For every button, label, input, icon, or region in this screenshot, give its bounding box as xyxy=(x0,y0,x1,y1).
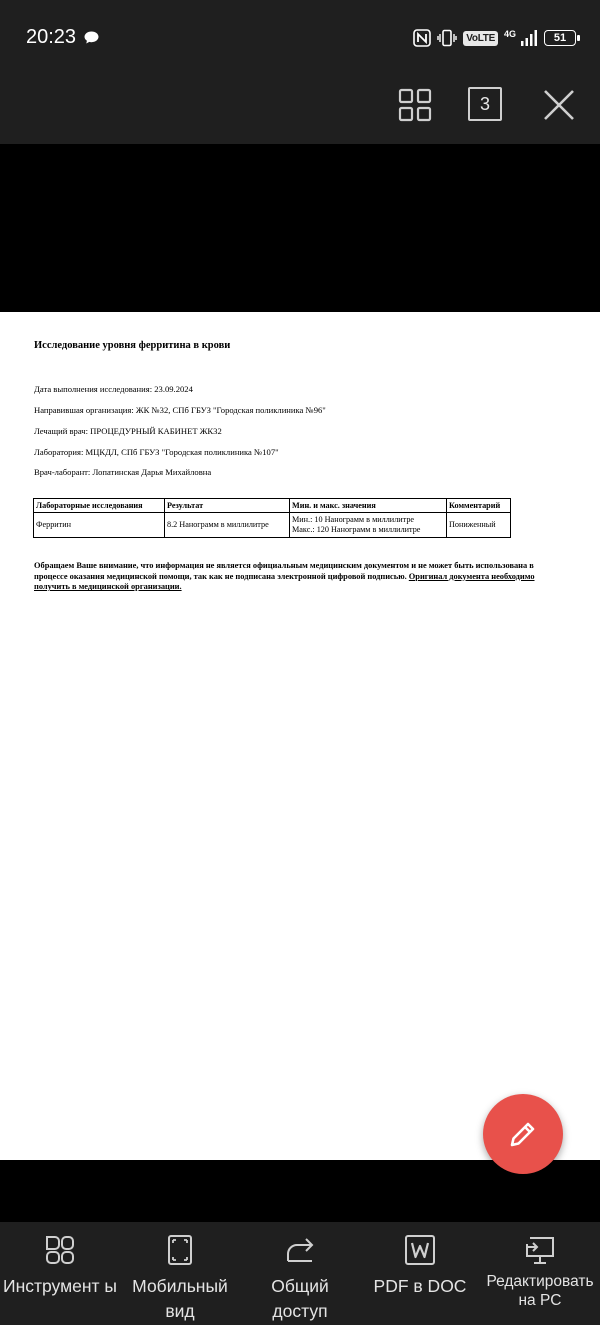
edit-on-pc-button[interactable] xyxy=(480,1222,600,1325)
cell-range-min: Мин.: 10 Нанограмм в миллилитре xyxy=(292,515,415,524)
header-range: Мин. и макс. значения xyxy=(290,499,447,513)
cell-test: Ферритин xyxy=(34,513,165,538)
word-doc-icon xyxy=(404,1234,436,1266)
share-icon xyxy=(284,1234,316,1266)
info-doctor: Лечащий врач: ПРОЦЕДУРНЫЙ КАБИНЕТ ЖК32 xyxy=(34,426,222,436)
header-test: Лабораторные исследования xyxy=(34,499,165,513)
top-toolbar xyxy=(0,66,600,144)
document-title: Исследование уровня ферритина в крови xyxy=(34,340,231,351)
edit-fab-button[interactable] xyxy=(483,1094,563,1174)
signal-icon xyxy=(520,30,538,46)
header-comment: Комментарий xyxy=(447,499,511,513)
info-date: Дата выполнения исследования: 23.09.2024 xyxy=(34,384,193,394)
phone-frame-icon xyxy=(164,1234,196,1266)
volte-badge: VoLTE xyxy=(463,31,498,46)
share-button[interactable] xyxy=(240,1222,360,1325)
tools-button[interactable] xyxy=(0,1222,120,1325)
cell-result: 8.2 Нанограмм в миллилитре xyxy=(165,513,290,538)
cell-comment: Пониженный xyxy=(447,513,511,538)
document-viewer[interactable] xyxy=(0,144,600,1222)
edit-on-pc-label: Редактировать на PC xyxy=(486,1273,594,1309)
vibrate-icon xyxy=(437,29,457,47)
bottom-toolbar xyxy=(0,1222,600,1325)
status-icons xyxy=(413,26,576,50)
header-result: Результат xyxy=(165,499,290,513)
tools-label: Инструмент ы xyxy=(3,1276,117,1296)
share-label: Общий доступ xyxy=(271,1276,329,1321)
network-type: 4G xyxy=(503,29,516,39)
disclaimer-underlined: Оригинал документа необходимо получить в медицинской организации. xyxy=(34,571,535,591)
cell-range xyxy=(290,513,447,538)
info-referring-org: Направившая организация: ЖК №32, СПб ГБУЗ "Городская поликлиника №96" xyxy=(34,405,326,415)
status-bar xyxy=(0,0,600,66)
battery-level: 51 xyxy=(553,32,567,44)
close-icon[interactable] xyxy=(540,86,578,124)
pdf-page[interactable] xyxy=(0,312,600,1160)
battery-icon xyxy=(544,30,576,46)
cell-range-max: Макс.: 120 Нанограмм в миллилитре xyxy=(292,525,421,534)
pdf-to-doc-button[interactable] xyxy=(360,1222,480,1325)
mobile-view-label: Мобильный вид xyxy=(132,1276,228,1321)
page-count: 3 xyxy=(479,93,490,114)
mobile-view-button[interactable] xyxy=(120,1222,240,1325)
info-laboratory: Лаборатория: МЦКДЛ, СПб ГБУЗ "Городская поликлиника №107" xyxy=(34,447,279,457)
disclaimer-notice xyxy=(34,561,564,593)
pdf-to-doc-label: PDF в DOC xyxy=(373,1276,467,1296)
table-header-row xyxy=(34,499,511,513)
disclaimer-text: Обращаем Ваше внимание, что информация не является официальным медицинским документом и не может быть использована в процессе оказания медицинской помощи, так как не подписана электронной цифровой подписью. xyxy=(34,561,534,581)
nfc-icon xyxy=(413,29,431,47)
monitor-icon xyxy=(524,1234,556,1266)
tools-icon xyxy=(44,1234,76,1266)
results-table xyxy=(33,498,511,538)
pencil-icon xyxy=(506,1117,540,1151)
grid-icon[interactable] xyxy=(396,86,434,124)
info-lab-doctor: Врач-лаборант: Лопатинская Дарья Михайловна xyxy=(34,467,212,477)
page-count-button[interactable] xyxy=(468,87,502,121)
chat-bubble-icon xyxy=(84,31,99,44)
status-time: 20:23 xyxy=(26,26,77,48)
table-row xyxy=(34,513,511,538)
